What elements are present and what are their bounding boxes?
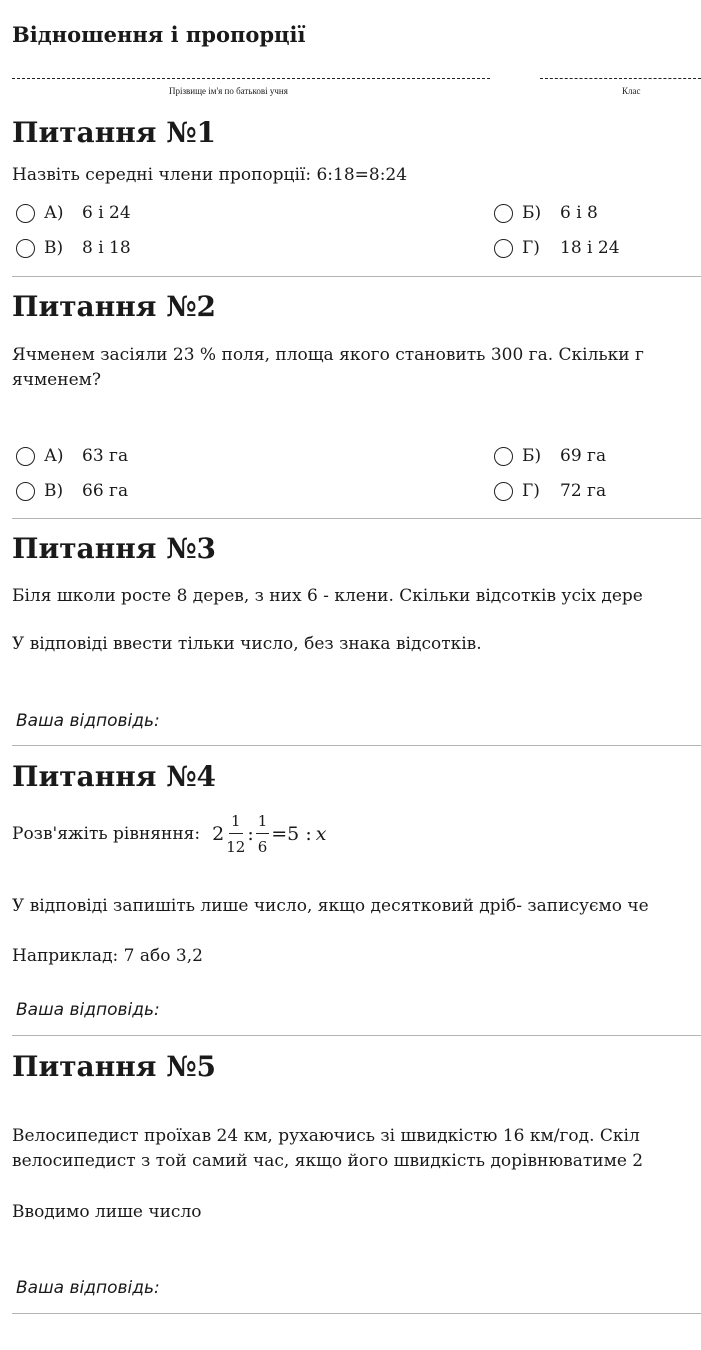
question-2-option-c[interactable] [16, 481, 128, 501]
option-text: 63 га [82, 446, 129, 466]
radio-icon[interactable] [16, 204, 35, 223]
option-text: 18 і 24 [560, 238, 620, 258]
question-4-answer-field[interactable]: Ваша відповідь: [16, 1000, 160, 1020]
option-letter: В) [44, 481, 64, 501]
question-1-option-b[interactable] [494, 203, 598, 223]
question-4-title: Питання №4 [12, 760, 217, 793]
fraction-denominator: 6 [257, 838, 268, 856]
question-divider [12, 518, 701, 519]
equation-rest: =5 : [271, 823, 312, 845]
radio-icon[interactable] [494, 482, 513, 501]
answer-underline [12, 1313, 701, 1314]
quiz-page [12, 0, 701, 1350]
question-1-title: Питання №1 [12, 116, 217, 149]
question-4-equation [12, 812, 326, 856]
radio-icon[interactable] [494, 204, 513, 223]
answer-underline [12, 745, 701, 746]
question-1-option-a[interactable] [16, 203, 131, 223]
option-text: 8 і 18 [82, 238, 131, 258]
radio-icon[interactable] [16, 447, 35, 466]
question-3-answer-field[interactable]: Ваша відповідь: [16, 711, 160, 731]
question-5-text-line-2: велосипедист з той самий час, якщо його швидкість дорівнюватиме 2 [12, 1151, 644, 1171]
question-5-title: Питання №5 [12, 1050, 217, 1083]
option-text: 72 га [560, 481, 607, 501]
radio-icon[interactable] [16, 482, 35, 501]
option-letter: Г) [522, 238, 540, 258]
fraction-numerator: 1 [229, 812, 243, 834]
equation-fraction-1 [226, 812, 245, 856]
question-4-example: Наприклад: 7 або 3,2 [12, 946, 203, 966]
radio-icon[interactable] [16, 239, 35, 258]
option-text: 69 га [560, 446, 607, 466]
question-4-note: У відповіді запишіть лише число, якщо десятковий дріб- записуємо че [12, 896, 649, 916]
question-1-text: Назвіть середні члени пропорції: 6:18=8:24 [12, 165, 408, 185]
question-1-option-d[interactable] [494, 238, 620, 258]
question-2-text-line-2: ячменем? [12, 370, 101, 390]
question-5-answer-field[interactable]: Ваша відповідь: [16, 1278, 160, 1298]
equation-label: Розв'яжіть рівняння: [12, 824, 201, 844]
equation-colon: : [247, 823, 254, 845]
radio-icon[interactable] [494, 239, 513, 258]
option-letter: В) [44, 238, 64, 258]
question-2-option-b[interactable] [494, 446, 606, 466]
class-caption: Клас [622, 86, 641, 96]
option-letter: Б) [522, 446, 542, 466]
radio-icon[interactable] [494, 447, 513, 466]
question-3-title: Питання №3 [12, 532, 217, 565]
question-2-title: Питання №2 [12, 290, 217, 323]
question-1-option-c[interactable] [16, 238, 131, 258]
question-2-text-line-1: Ячменем засіяли 23 % поля, площа якого становить 300 га. Скільки г [12, 345, 644, 365]
student-name-caption: Прізвище ім'я по батькові учня [169, 86, 288, 96]
question-5-text-line-1: Велосипедист проїхав 24 км, рухаючись зі швидкістю 16 км/год. Скіл [12, 1126, 640, 1146]
answer-underline [12, 1035, 701, 1036]
option-text: 6 і 8 [560, 203, 598, 223]
equation-whole-part: 2 [212, 823, 225, 845]
option-text: 6 і 24 [82, 203, 131, 223]
question-divider [12, 276, 701, 277]
class-field[interactable] [540, 78, 701, 79]
option-letter: Г) [522, 481, 540, 501]
option-text: 66 га [82, 481, 129, 501]
question-2-option-d[interactable] [494, 481, 606, 501]
student-name-field[interactable] [12, 78, 490, 79]
document-title: Відношення і пропорції [12, 22, 306, 47]
question-5-note: Вводимо лише число [12, 1202, 202, 1222]
equation-fraction-2 [256, 812, 270, 856]
equation-math [212, 812, 326, 856]
option-letter: А) [44, 446, 64, 466]
option-letter: Б) [522, 203, 542, 223]
equation-variable: x [315, 823, 327, 845]
fraction-denominator: 12 [226, 838, 246, 856]
option-letter: А) [44, 203, 64, 223]
question-3-text: Біля школи росте 8 дерев, з них 6 - клени. Скільки відсотків усіх дере [12, 586, 643, 606]
fraction-numerator: 1 [256, 812, 270, 834]
question-3-note: У відповіді ввести тільки число, без знака відсотків. [12, 634, 482, 654]
question-2-option-a[interactable] [16, 446, 128, 466]
